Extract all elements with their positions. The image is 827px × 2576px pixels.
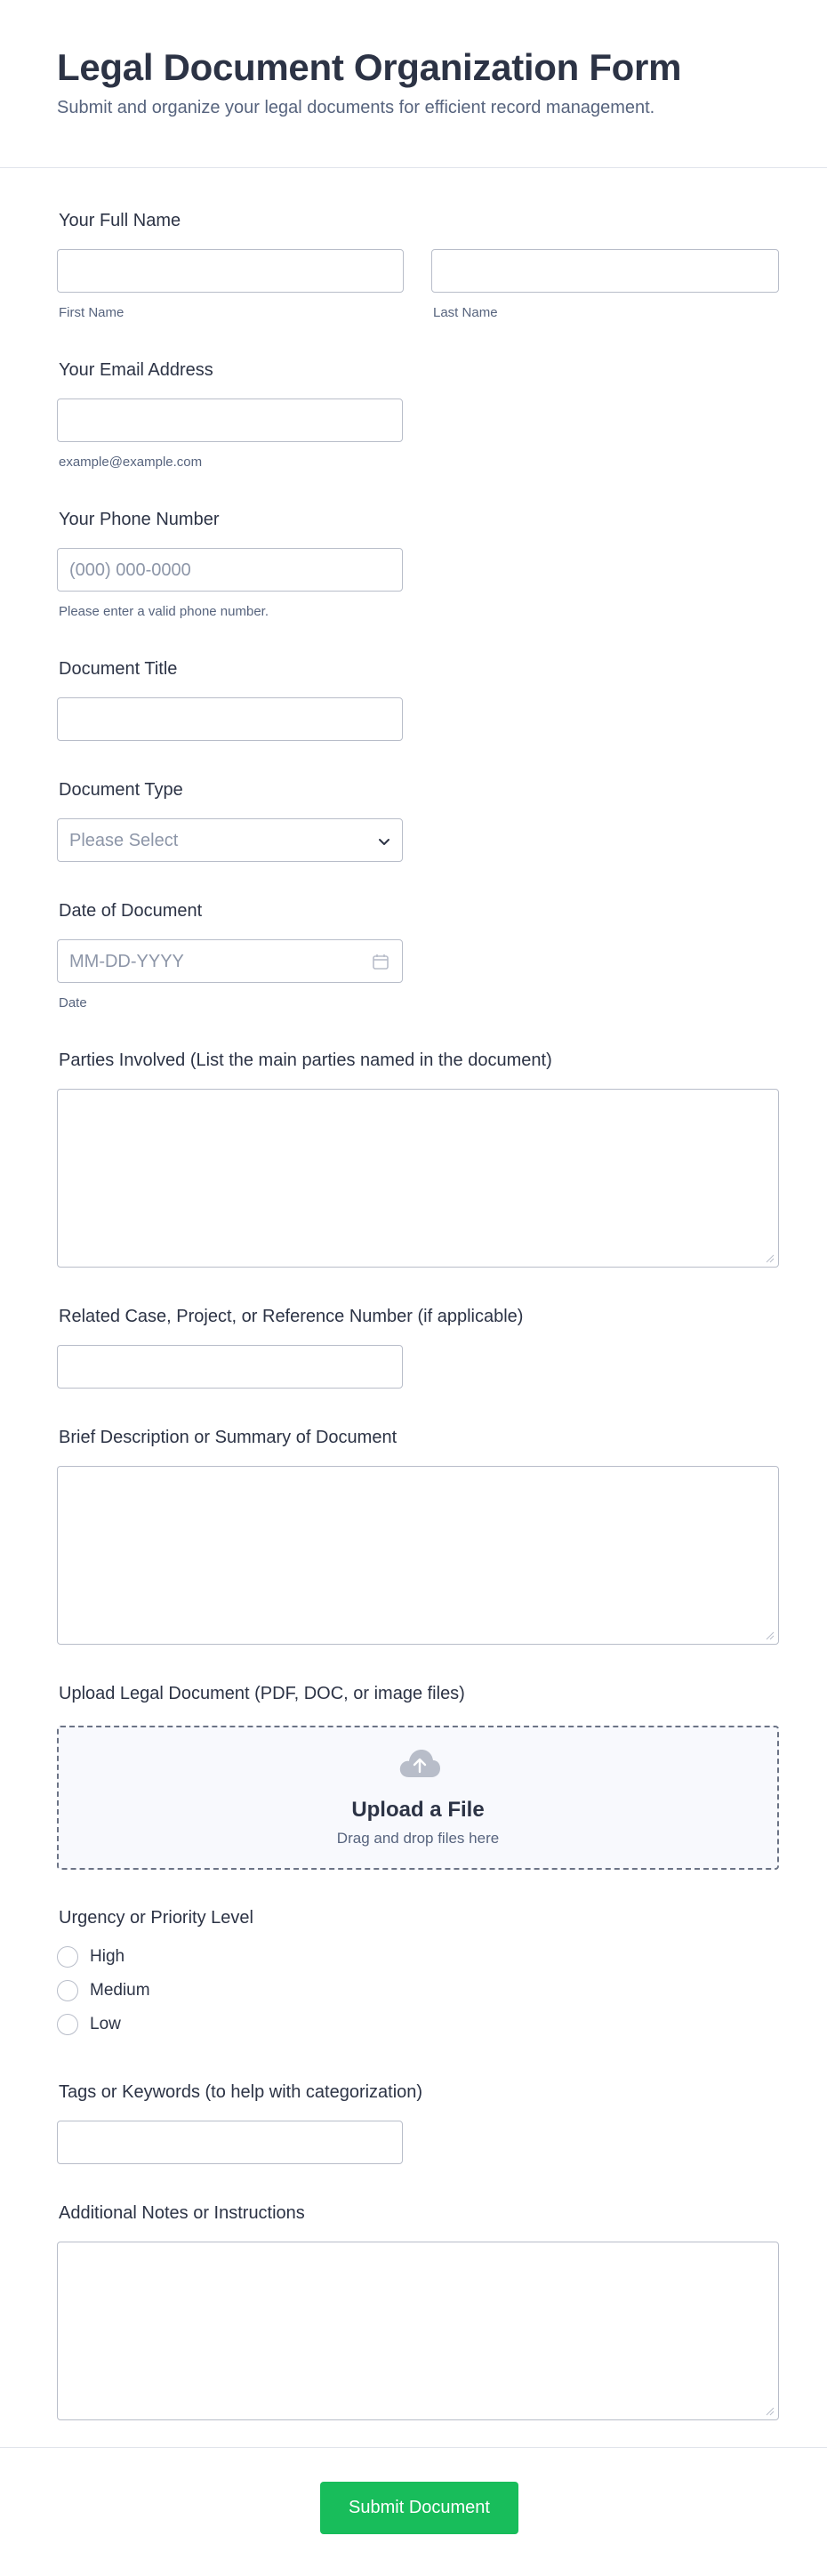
radio-medium[interactable] bbox=[57, 1980, 78, 2001]
description-label: Brief Description or Summary of Document bbox=[59, 1428, 397, 1447]
first-name-sublabel: First Name bbox=[59, 305, 124, 320]
document-type-placeholder: Please Select bbox=[69, 831, 179, 850]
resize-handle-icon[interactable] bbox=[766, 1254, 775, 1263]
chevron-down-icon bbox=[377, 834, 391, 849]
resize-handle-icon[interactable] bbox=[766, 1631, 775, 1640]
reference-label: Related Case, Project, or Reference Number (if applicable) bbox=[59, 1307, 524, 1326]
form-header bbox=[0, 0, 827, 168]
phone-sublabel: Please enter a valid phone number. bbox=[59, 604, 269, 619]
resize-handle-icon[interactable] bbox=[766, 2407, 775, 2416]
last-name-sublabel: Last Name bbox=[433, 305, 498, 320]
phone-label: Your Phone Number bbox=[59, 510, 220, 529]
upload-subtitle: Drag and drop files here bbox=[336, 1830, 500, 1847]
form-title: Legal Document Organization Form bbox=[57, 46, 682, 88]
upload-label: Upload Legal Document (PDF, DOC, or image files) bbox=[59, 1684, 465, 1703]
document-type-label: Document Type bbox=[59, 780, 183, 800]
reference-input[interactable] bbox=[57, 1345, 403, 1389]
phone-input[interactable] bbox=[57, 548, 403, 592]
cloud-upload-icon bbox=[398, 1747, 441, 1779]
submit-button[interactable]: Submit Document bbox=[320, 2482, 518, 2534]
document-date-label: Date of Document bbox=[59, 901, 203, 921]
calendar-icon[interactable] bbox=[372, 953, 389, 970]
form-footer bbox=[0, 2447, 827, 2576]
file-upload-dropzone[interactable] bbox=[57, 1726, 779, 1870]
first-name-input[interactable] bbox=[57, 249, 404, 293]
description-textarea[interactable] bbox=[57, 1466, 779, 1645]
tags-input[interactable] bbox=[57, 2121, 403, 2164]
document-type-select[interactable] bbox=[57, 818, 403, 862]
radio-low-label[interactable]: Low bbox=[90, 2015, 121, 2033]
form-subtitle: Submit and organize your legal documents for efficient record management. bbox=[57, 98, 655, 117]
radio-high-label[interactable]: High bbox=[90, 1947, 125, 1966]
parties-textarea[interactable] bbox=[57, 1089, 779, 1268]
document-title-label: Document Title bbox=[59, 659, 178, 679]
phone-placeholder: (000) 000-0000 bbox=[69, 560, 191, 580]
parties-label: Parties Involved (List the main parties named in the document) bbox=[59, 1051, 552, 1070]
email-label: Your Email Address bbox=[59, 360, 213, 380]
notes-label: Additional Notes or Instructions bbox=[59, 2203, 305, 2223]
radio-low[interactable] bbox=[57, 2014, 78, 2035]
document-date-sublabel: Date bbox=[59, 995, 87, 1010]
email-sublabel: example@example.com bbox=[59, 455, 203, 470]
radio-medium-label[interactable]: Medium bbox=[90, 1981, 150, 2000]
radio-high[interactable] bbox=[57, 1946, 78, 1968]
upload-title: Upload a File bbox=[351, 1798, 485, 1822]
notes-textarea[interactable] bbox=[57, 2242, 779, 2420]
last-name-input[interactable] bbox=[431, 249, 779, 293]
urgency-label: Urgency or Priority Level bbox=[59, 1908, 253, 1928]
document-date-placeholder: MM-DD-YYYY bbox=[69, 952, 184, 971]
document-title-input[interactable] bbox=[57, 697, 403, 741]
email-input[interactable] bbox=[57, 398, 403, 442]
full-name-label: Your Full Name bbox=[59, 211, 181, 230]
tags-label: Tags or Keywords (to help with categorization) bbox=[59, 2082, 423, 2102]
document-date-input[interactable] bbox=[57, 939, 403, 983]
